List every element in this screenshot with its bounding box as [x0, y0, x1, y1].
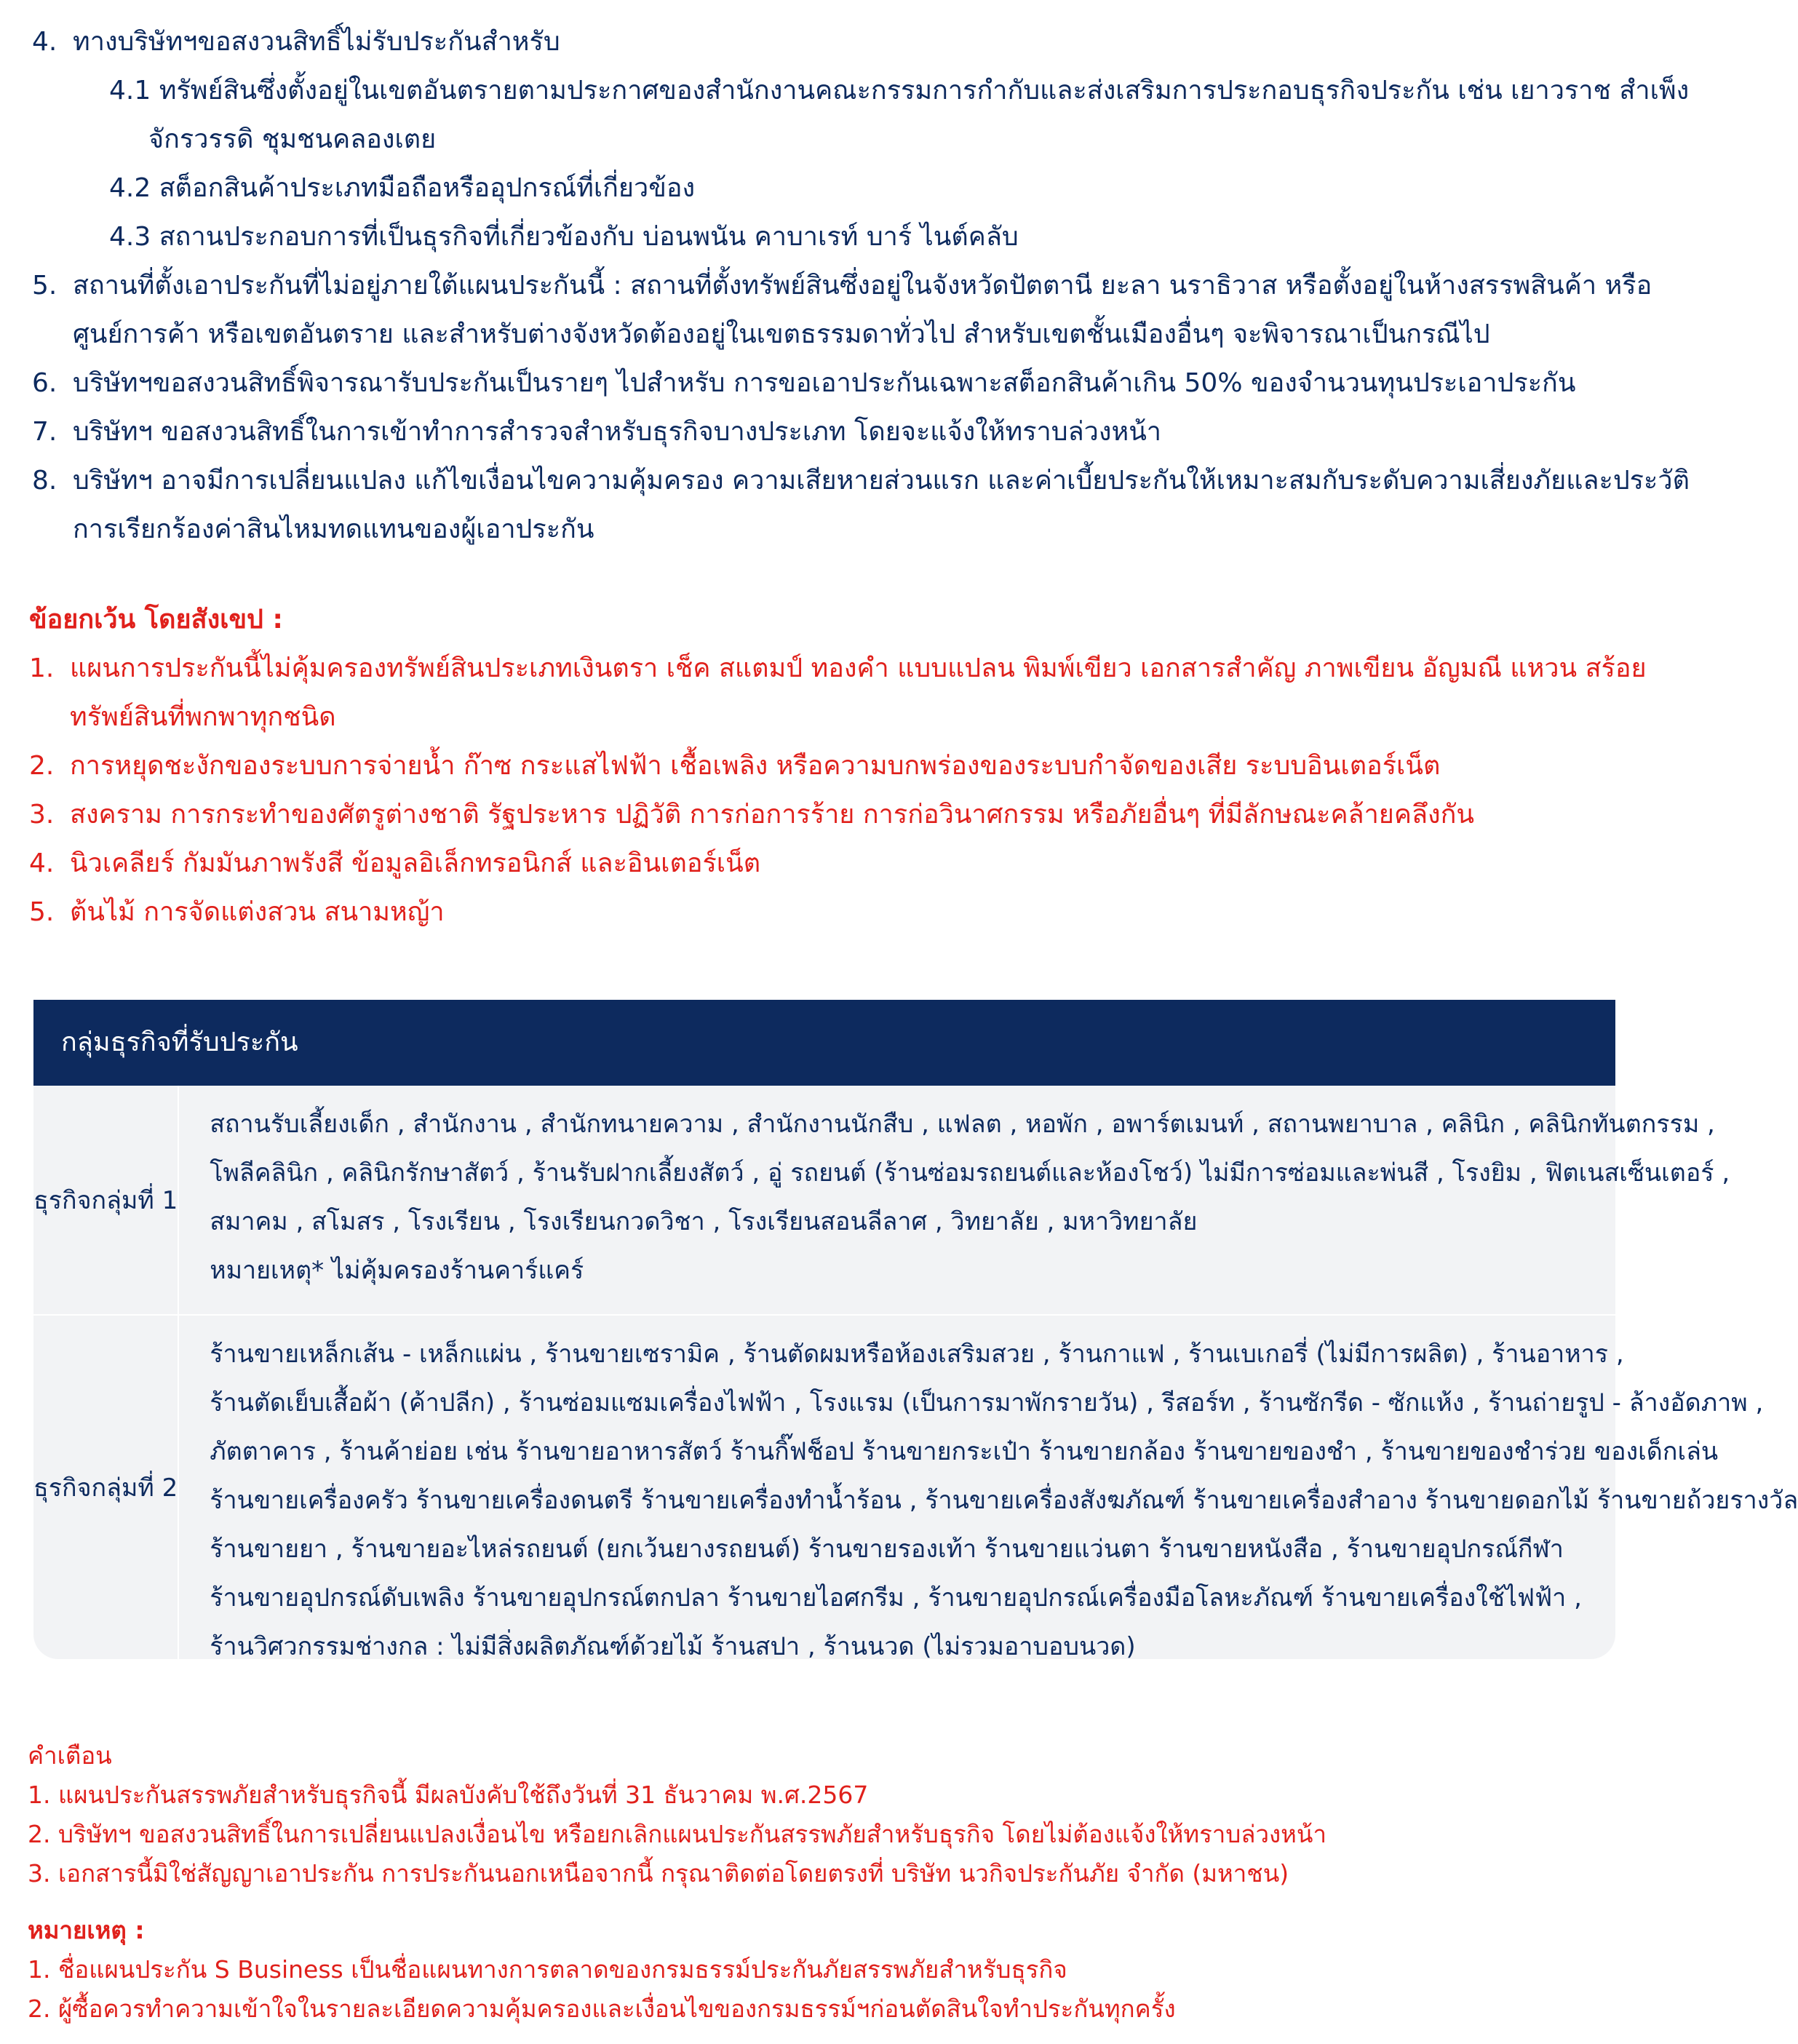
remark-heading: หมายเหตุ :: [28, 1916, 145, 1944]
group-line: โพลีคลินิก , คลินิกรักษาสัตว์ , ร้านรับฝากเลี้ยงสัตว์ , อู่ รถยนต์ (ร้านซ่อมรถยนต์และห้องโชว์) ไม่มีการซ่อมและพ่นสี , โรงยิม , ฟิตเนสเซ็นเตอร์ ,: [210, 1158, 1730, 1188]
condition-subitem: 4.3 สถานประกอบการที่เป็นธุรกิจที่เกี่ยวข้องกับ บ่อนพนัน คาบาเรท์ บาร์ ไนต์คลับ: [109, 222, 1019, 252]
item-text: การหยุดชะงักของระบบการจ่ายน้ำ ก๊าซ กระแสไฟฟ้า เชื้อเพลิง หรือความบกพร่องของระบบกำจัดของเสีย ระบบอินเตอร์เน็ต: [70, 751, 1441, 781]
item-text: สงคราม การกระทำของศัตรูต่างชาติ รัฐประหาร ปฏิวัติ การก่อการร้าย การก่อวินาศกรรม หรือภัยอื่นๆ ที่มีลักษณะคล้ายคลึงกัน: [70, 800, 1475, 830]
item-text: บริษัทฯขอสงวนสิทธิ์พิจารณารับประกันเป็นรายๆ ไปสำหรับ การขอเอาประกันเฉพาะสต็อกสินค้าเกิน 50% ของจำนวนทุนประเอาประกัน: [73, 368, 1576, 398]
remark-item: 2. ผู้ซื้อควรทำความเข้าใจในรายละเอียดความคุ้มครองและเงื่อนไขของกรมธรรม์ฯก่อนตัดสินใจทำประกันทุกครั้ง: [28, 1995, 1176, 2023]
warning-item: 1. แผนประกันสรรพภัยสำหรับธุรกิจนี้ มีผลบังคับใช้ถึงวันที่ 31 ธันวาคม พ.ศ.2567: [28, 1781, 869, 1809]
exclusion-item: [29, 741, 1586, 790]
business-groups-table: [33, 1000, 1798, 1661]
group-line: ภัตตาคาร , ร้านค้าย่อย เช่น ร้านขายอาหารสัตว์ ร้านกิ๊ฟช็อป ร้านขายกระเป๋า ร้านขายกล้อง ร้านขายของชำ , ร้านขายของชำร่วย ของเด็กเล่น: [210, 1437, 1719, 1466]
item-number: 6.: [32, 368, 57, 398]
group-content: [179, 1086, 1730, 1314]
remark-item: 1. ชื่อแผนประกัน S Business เป็นชื่อแผนทางการตลาดของกรมธรรม์ประกันภัยสรรพภัยสำหรับธุรกิจ: [28, 1955, 1067, 1984]
item-number: 2.: [29, 751, 55, 781]
item-number: 4.: [32, 27, 57, 57]
group-line: ร้านขายยา , ร้านขายอะไหล่รถยนต์ (ยกเว้นยางรถยนต์) ร้านขายรองเท้า ร้านขายแว่นตา ร้านขายหนังสือ , ร้านขายอุปกรณ์กีฬา: [210, 1535, 1564, 1564]
exclusions-heading: ข้อยกเว้น โดยสังเขป :: [29, 605, 283, 635]
conditions-list: [32, 17, 1690, 554]
item-number: 3.: [29, 800, 55, 830]
group-content: [179, 1316, 1798, 1659]
condition-subitem-continued: จักรวรรดิ ชุมชนคลองเตย: [148, 124, 437, 154]
table-header: กลุ่มธุรกิจที่รับประกัน: [33, 1000, 1615, 1086]
exclusion-item: [29, 888, 1586, 936]
group-line: ร้านขายเครื่องครัว ร้านขายเครื่องดนตรี ร้านขายเครื่องทำน้ำร้อน , ร้านขายเครื่องสังฆภัณฑ์ ร้านขายเครื่องสำอาง ร้านขายดอกไม้ ร้านขายถ้วยรางวัล: [210, 1486, 1798, 1515]
condition-item: [32, 17, 1582, 66]
condition-item: [32, 456, 1690, 505]
group-line: หมายเหตุ* ไม่คุ้มครองร้านคาร์แคร์: [210, 1256, 584, 1285]
item-number: 1.: [29, 653, 55, 683]
warning-heading: คำเตือน: [28, 1741, 112, 1770]
item-text: แผนการประกันนี้ไม่คุ้มครองทรัพย์สินประเภทเงินตรา เช็ค สแตมป์ ทองคำ แบบแปลน พิมพ์เขียว เอกสารสำคัญ ภาพเขียน อัญมณี แหวน สร้อย: [70, 653, 1647, 683]
item-number: 5.: [32, 271, 57, 301]
remark-section: [28, 1911, 1585, 2029]
item-text: สถานที่ตั้งเอาประกันที่ไม่อยู่ภายใต้แผนประกันนี้ : สถานที่ตั้งทรัพย์สินซึ่งอยู่ในจังหวัดปัตตานี ยะลา นราธิวาส หรือตั้งอยู่ในห้างสรรพสินค้า หรือ: [73, 271, 1652, 301]
table-row-group-1: [33, 1086, 1730, 1314]
group-line: สมาคม , สโมสร , โรงเรียน , โรงเรียนกวดวิชา , โรงเรียนสอนลีลาศ , วิทยาลัย , มหาวิทยาลัย: [210, 1207, 1198, 1236]
group-label: ธุรกิจกลุ่มที่ 2: [33, 1316, 179, 1659]
warning-item: 3. เอกสารนี้มิใช่สัญญาเอาประกัน การประกันนอกเหนือจากนี้ กรุณาติดต่อโดยตรงที่ บริษัท นวกิจประกันภัย จำกัด (มหาชน): [28, 1859, 1289, 1888]
condition-item-continued: การเรียกร้องค่าสินไหมทดแทนของผู้เอาประกัน: [73, 514, 594, 544]
group-line: ร้านวิศวกรรมช่างกล : ไม่มีสิ่งผลิตภัณฑ์ด้วยไม้ ร้านสปา , ร้านนวด (ไม่รวมอาบอบนวด): [210, 1632, 1136, 1661]
warning-item: 2. บริษัทฯ ขอสงวนสิทธิ์ในการเปลี่ยนแปลงเงื่อนไข หรือยกเลิกแผนประกันสรรพภัยสำหรับธุรกิจ โดยไม่ต้องแจ้งให้ทราบล่วงหน้า: [28, 1820, 1326, 1848]
item-text: นิวเคลียร์ กัมมันภาพรังสี ข้อมูลอิเล็กทรอนิกส์ และอินเตอร์เน็ต: [70, 848, 761, 878]
condition-item: [32, 261, 1652, 310]
item-text: บริษัทฯ อาจมีการเปลี่ยนแปลง แก้ไขเงื่อนไขความคุ้มครอง ความเสียหายส่วนแรก และค่าเบี้ยประกันให้เหมาะสมกับระดับความเสี่ยงภัยและประวัติ: [73, 466, 1690, 496]
condition-item: [32, 359, 1582, 407]
condition-item-continued: ศูนย์การค้า หรือเขตอันตราย และสำหรับต่างจังหวัดต้องอยู่ในเขตธรรมดาทั่วไป สำหรับเขตชั้นเมืองอื่นๆ จะพิจารณาเป็นกรณีไป: [73, 319, 1490, 349]
item-number: 4.: [29, 848, 55, 878]
exclusion-item: [29, 839, 1586, 888]
item-number: 7.: [32, 417, 57, 447]
group-line: สถานรับเลี้ยงเด็ก , สำนักงาน , สำนักทนายความ , สำนักงานนักสืบ , แฟลต , หอพัก , อพาร์ตเมนท์ , สถานพยาบาล , คลินิก , คลินิกทันตกรรม ,: [210, 1110, 1715, 1139]
warning-section: [28, 1736, 1585, 1893]
item-text: ทางบริษัทฯขอสงวนสิทธิ์ไม่รับประกันสำหรับ: [73, 27, 560, 57]
group-line: ร้านขายเหล็กเส้น - เหล็กแผ่น , ร้านขายเซรามิค , ร้านตัดผมหรือห้องเสริมสวย , ร้านกาแฟ , ร้านเบเกอรี่ (ไม่มีการผลิต) , ร้านอาหาร ,: [210, 1340, 1624, 1369]
exclusion-item: [29, 644, 1647, 693]
group-line: ร้านตัดเย็บเสื้อผ้า (ค้าปลีก) , ร้านซ่อมแซมเครื่องไฟฟ้า , โรงแรม (เป็นการมาพักรายวัน) , รีสอร์ท , ร้านซักรีด - ซักแห้ง , ร้านถ่ายรูป - ล้างอัดภาพ ,: [210, 1388, 1764, 1417]
condition-subitem: 4.2 สต็อกสินค้าประเภทมือถือหรืออุปกรณ์ที่เกี่ยวข้อง: [109, 173, 696, 203]
item-text: ต้นไม้ การจัดแต่งสวน สนามหญ้า: [70, 897, 445, 927]
item-number: 5.: [29, 897, 55, 927]
group-line: ร้านขายอุปกรณ์ดับเพลิง ร้านขายอุปกรณ์ตกปลา ร้านขายไอศกรีม , ร้านขายอุปกรณ์เครื่องมือโลหะภัณฑ์ ร้านขายเครื่องใช้ไฟฟ้า ,: [210, 1583, 1582, 1612]
item-number: 8.: [32, 466, 57, 496]
exclusions-section: [29, 595, 1647, 936]
exclusion-item-continued: ทรัพย์สินที่พกพาทุกชนิด: [70, 702, 336, 732]
group-label: ธุรกิจกลุ่มที่ 1: [33, 1086, 179, 1314]
item-text: บริษัทฯ ขอสงวนสิทธิ์ในการเข้าทำการสำรวจสำหรับธุรกิจบางประเภท โดยจะแจ้งให้ทราบล่วงหน้า: [73, 417, 1162, 447]
condition-subitem: 4.1 ทรัพย์สินซึ่งตั้งอยู่ในเขตอันตรายตามประกาศของสำนักงานคณะกรรมการกำกับและส่งเสริมการประกอบธุรกิจประกัน เช่น เยาวราช สำเพ็ง: [109, 76, 1690, 106]
exclusion-item: [29, 790, 1586, 839]
table-row-group-2: [33, 1316, 1798, 1661]
condition-item: [32, 407, 1582, 456]
